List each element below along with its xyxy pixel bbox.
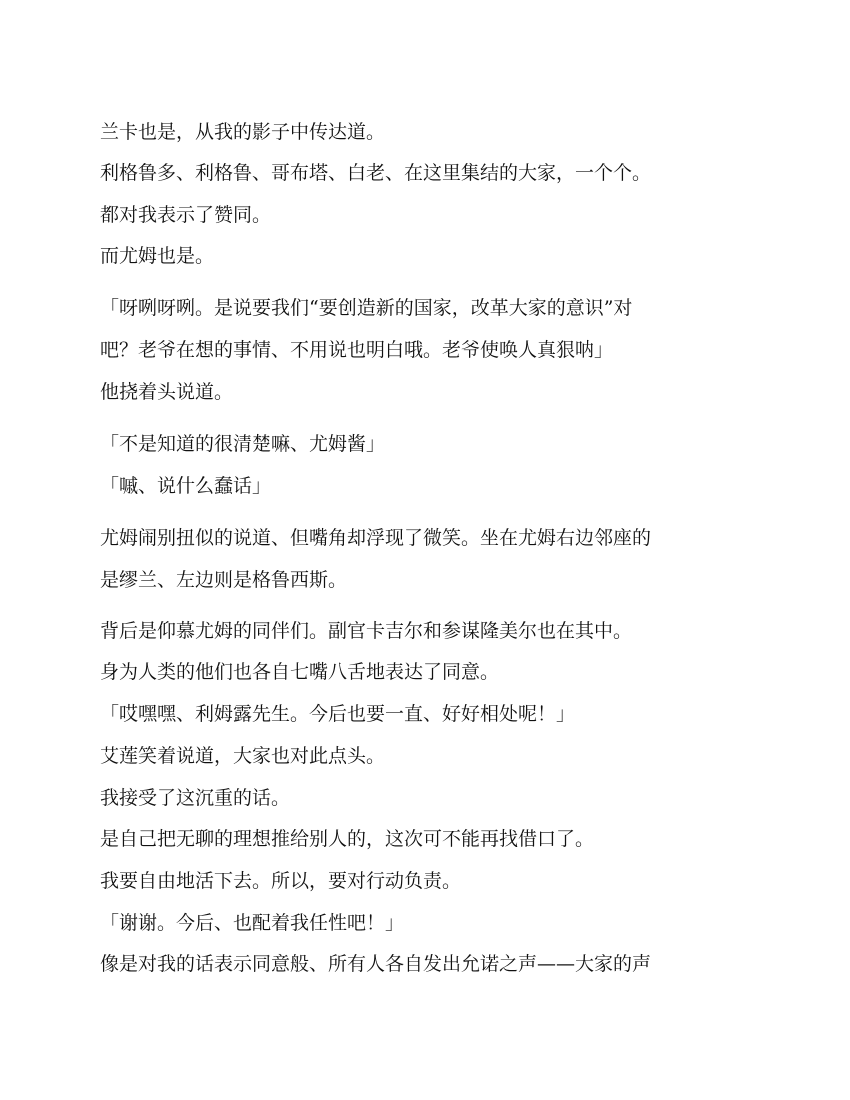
text-line: 「嘁、说什么蠢话」 [100, 475, 272, 497]
text-line: 身为人类的他们也各自七嘴八舌地表达了同意。 [100, 661, 500, 683]
text-line: 「不是知道的很清楚嘛、尤姆酱」 [100, 433, 386, 455]
text-line: 背后是仰慕尤姆的同伴们。副官卡吉尔和参谋隆美尔也在其中。 [100, 620, 633, 642]
text-line: 我要自由地活下去。所以，要对行动负责。 [100, 870, 462, 892]
text-line: 兰卡也是，从我的影子中传达道。 [100, 121, 386, 143]
text-line: 吧？老爷在想的事情、不用说也明白哦。老爷使唤人真狠呐」 [100, 339, 614, 361]
text-line: 而尤姆也是。 [100, 245, 215, 267]
text-line: 像是对我的话表示同意般、所有人各自发出允诺之声——大家的声 [100, 953, 652, 975]
text-line: 「呀咧呀咧。是说要我们“要创造新的国家，改革大家的意识”对 [100, 297, 633, 319]
text-line: 「谢谢。今后、也配着我任性吧！」 [100, 912, 405, 934]
text-line: 都对我表示了赞同。 [100, 204, 272, 226]
text-line: 「哎嘿嘿、利姆露先生。今后也要一直、好好相处呢！」 [100, 703, 576, 725]
text-line: 我接受了这沉重的话。 [100, 787, 291, 809]
text-line: 艾莲笑着说道，大家也对此点头。 [100, 745, 386, 767]
text-line: 是自己把无聊的理想推给别人的，这次可不能再找借口了。 [100, 828, 595, 850]
text-line: 他挠着头说道。 [100, 381, 234, 403]
text-line: 尤姆闹别扭似的说道、但嘴角却浮现了微笑。坐在尤姆右边邻座的 [100, 527, 652, 549]
text-line: 是缪兰、左边则是格鲁西斯。 [100, 569, 348, 591]
text-line: 利格鲁多、利格鲁、哥布塔、白老、在这里集结的大家，一个个。 [100, 162, 652, 184]
